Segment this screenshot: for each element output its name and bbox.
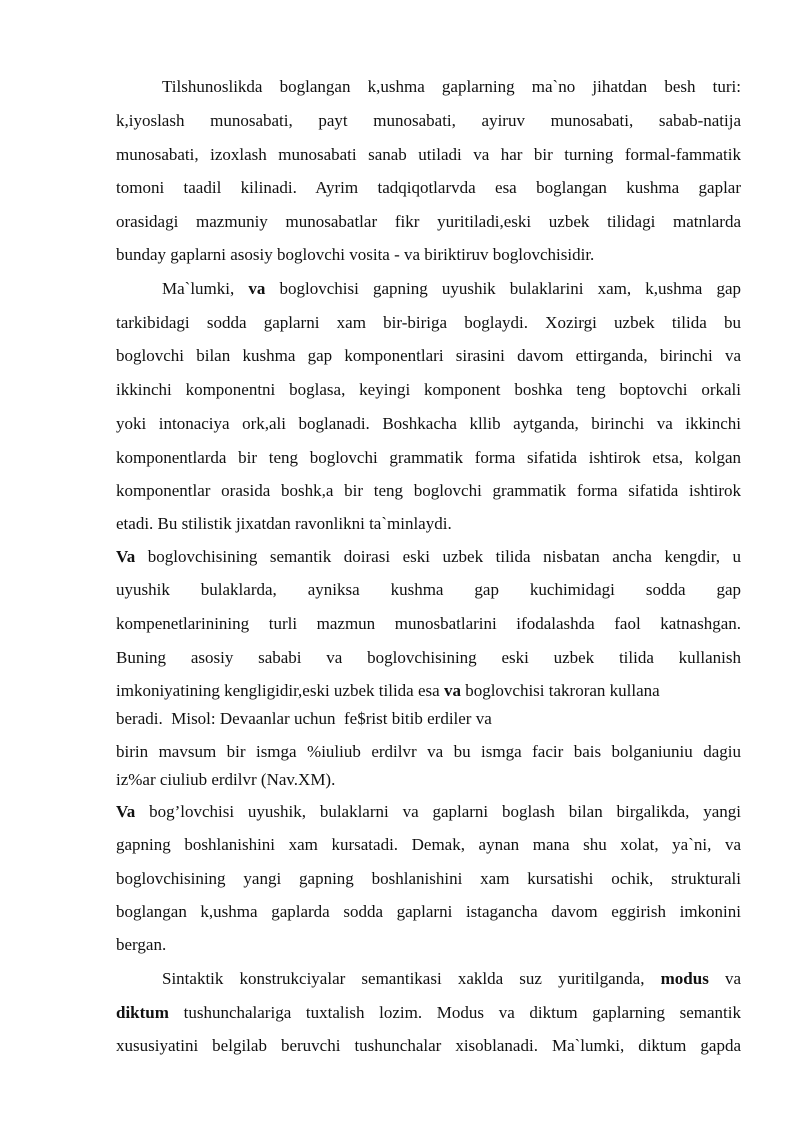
text-line: bergan. <box>116 935 167 954</box>
text-span: boglovchisi gapning uyushik bulaklarini xam, k,ushma gap <box>279 279 742 298</box>
text-span: boglovchisining semantik doirasi eski uzbek tilida nisbatan ancha kengdir, u <box>147 547 742 566</box>
text-line: tomoni taadil kilinadi. Ayrim tadqiqotlarvda esa boglangan kushma gaplar <box>116 178 741 197</box>
text-line: munosabati, izoxlash munosabati sanab utiladi va har bir turning formal-fammatik <box>116 145 741 164</box>
text-span: imkoniyatining kengligidir,eski uzbek tilida esa <box>116 681 440 700</box>
text-span: tushunchalariga tuxtalish lozim. Modus va diktum gaplarning semantik <box>183 1003 742 1022</box>
text-span: Ma`lumki, <box>162 279 235 298</box>
text-line: yoki intonaciya ork,ali boglanadi. Boshkacha kllib aytganda, birinchi va ikkinchi <box>116 414 741 433</box>
text-line <box>116 681 741 701</box>
text-line: bunday gaplarni asosiy boglovchi vosita - va biriktiruv boglovchisidir. <box>116 245 595 264</box>
bold-term: Va <box>116 802 136 821</box>
text-line: Buning asosiy sababi va boglovchisining eski uzbek tilida kullanish <box>116 648 741 667</box>
bold-term: modus <box>660 969 709 988</box>
text-line: Tilshunoslikda boglangan k,ushma gaplarning ma`no jihatdan besh turi: <box>162 77 741 96</box>
text-line: gapning boshlanishini xam kursatadi. Demak, aynan mana shu xolat, ya`ni, va <box>116 835 741 854</box>
text-line: tarkibidagi sodda gaplarni xam bir-biriga boglaydi. Xozirgi uzbek tilida bu <box>116 313 741 332</box>
text-line: komponentlar orasida boshk,a bir teng boglovchi grammatik forma sifatida ishtirok <box>116 481 741 500</box>
text-line: ikkinchi komponentni boglasa, keyingi komponent boshka teng boptovchi orkali <box>116 380 741 399</box>
text-line: boglangan k,ushma gaplarda sodda gaplarni istagancha davom eggirish imkonini <box>116 902 741 921</box>
text-line <box>162 969 741 989</box>
text-line: uyushik bulaklarda, ayniksa kushma gap kuchimidagi sodda gap <box>116 580 741 599</box>
bold-term: va <box>443 681 461 700</box>
bold-term: va <box>248 279 266 298</box>
text-line: xususiyatini belgilab beruvchi tushunchalar xisoblanadi. Ma`lumki, diktum gapda <box>116 1036 741 1055</box>
text-span: va <box>724 969 741 988</box>
text-line: komponentlarda bir teng boglovchi grammatik forma sifatida ishtirok etsa, kolgan <box>116 448 741 467</box>
text-line: iz%ar ciuliub erdilvr (Nav.XM). <box>116 770 336 789</box>
text-span: bog’lovchisi uyushik, bulaklarni va gaplarni boglash bilan birgalikda, yangi <box>149 802 741 821</box>
text-line: k,iyoslash munosabati, payt munosabati, ayiruv munosabati, sabab-natija <box>116 111 741 130</box>
text-line <box>116 547 741 567</box>
text-line: etadi. Bu stilistik jixatdan ravonlikni ta`minlaydi. <box>116 514 452 533</box>
text-span: Sintaktik konstrukciyalar semantikasi xaklda suz yuritilganda, <box>162 969 645 988</box>
text-line: orasidagi mazmuniy munosabatlar fikr yuritiladi,eski uzbek tilidagi matnlarda <box>116 212 741 231</box>
text-span: boglovchisi takroran kullana <box>465 681 660 700</box>
bold-term: Va <box>116 547 136 566</box>
text-line <box>116 1003 741 1023</box>
bold-term: diktum <box>116 1003 169 1022</box>
text-line: beradi. Misol: Devaanlar uchun fe$rist bitib erdiler va <box>116 709 492 728</box>
text-line <box>116 802 741 822</box>
text-line <box>162 279 741 299</box>
text-line: kompenetlarinining turli mazmun munosbatlarini ifodalashda faol katnashgan. <box>116 614 741 633</box>
text-line: birin mavsum bir ismga %iuliub erdilvr va bu ismga facir bais bolganiuniu dagiu <box>116 742 741 761</box>
text-line: boglovchisining yangi gapning boshlanishini xam kursatishi ochik, strukturali <box>116 869 741 888</box>
text-line: boglovchi bilan kushma gap komponentlari sirasini davom ettirganda, birinchi va <box>116 346 741 365</box>
